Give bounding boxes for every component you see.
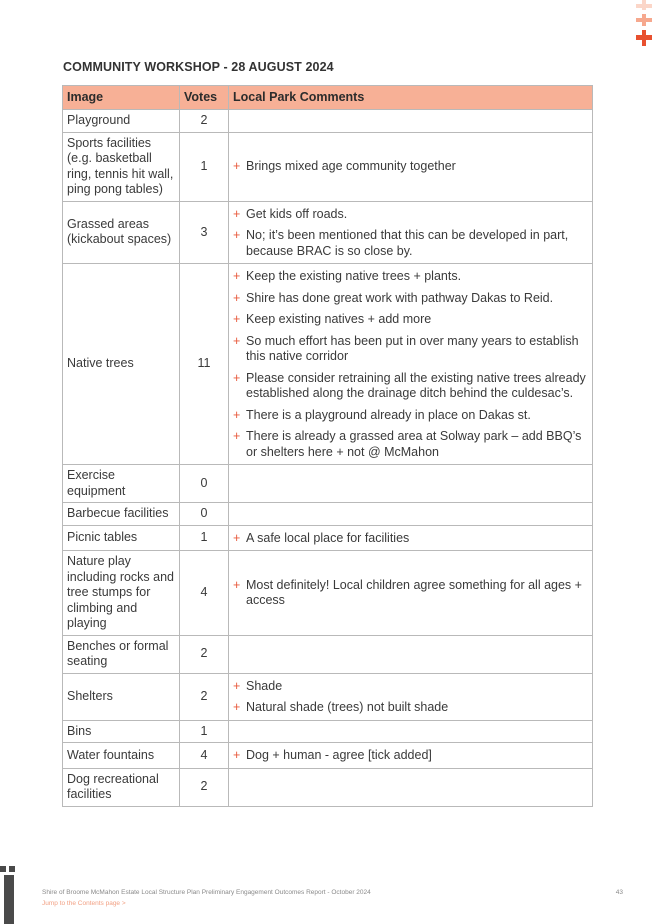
- comment-list: [233, 578, 588, 609]
- cell-image: Benches or formal seating: [63, 635, 180, 673]
- comment-item: + Keep existing natives + add more: [233, 312, 588, 328]
- comment-list: [233, 679, 588, 716]
- comment-list: [233, 531, 588, 547]
- cell-comments: [229, 264, 593, 465]
- cell-votes: 4: [180, 743, 229, 769]
- comment-item: + Shade: [233, 679, 588, 695]
- table-row: [63, 264, 593, 465]
- comment-item: + Dog + human - agree [tick added]: [233, 748, 588, 764]
- cell-image: Water fountains: [63, 743, 180, 769]
- comment-list: [233, 748, 588, 764]
- table-row: [63, 201, 593, 264]
- page-number: 43: [615, 889, 623, 896]
- cell-votes: 3: [180, 201, 229, 264]
- contents-link[interactable]: Jump to the Contents page >: [42, 900, 126, 907]
- cell-comments: [229, 720, 593, 743]
- table-row: [63, 768, 593, 806]
- cell-votes: 1: [180, 720, 229, 743]
- cell-image: Native trees: [63, 264, 180, 465]
- table-row: [63, 743, 593, 769]
- comment-item: + Keep the existing native trees + plants.: [233, 269, 588, 285]
- cell-image: Shelters: [63, 673, 180, 720]
- cell-comments: [229, 110, 593, 133]
- header-votes: Votes: [180, 86, 229, 110]
- cell-comments: [229, 673, 593, 720]
- comment-list: [233, 269, 588, 460]
- cell-image: Bins: [63, 720, 180, 743]
- park-comments-table: [62, 85, 593, 807]
- cell-image: Exercise equipment: [63, 465, 180, 503]
- comment-item: + A safe local place for facilities: [233, 531, 588, 547]
- cell-image: Dog recreational facilities: [63, 768, 180, 806]
- cell-comments: [229, 465, 593, 503]
- table-row: [63, 551, 593, 636]
- cell-image: Nature play including rocks and tree stumps for climbing and playing: [63, 551, 180, 636]
- cell-comments: [229, 743, 593, 769]
- comment-item: + So much effort has been put in over many years to establish this native corridor: [233, 334, 588, 365]
- cell-comments: [229, 635, 593, 673]
- cell-votes: 1: [180, 525, 229, 551]
- cell-comments: [229, 132, 593, 201]
- comment-item: + There is a playground already in place on Dakas st.: [233, 408, 588, 424]
- cell-votes: 0: [180, 465, 229, 503]
- cell-comments: [229, 551, 593, 636]
- footer-report-title: Shire of Broome McMahon Estate Local Structure Plan Preliminary Engagement Outcomes Report - October 2024: [42, 889, 371, 896]
- comment-item: + Natural shade (trees) not built shade: [233, 700, 588, 716]
- comment-item: + Most definitely! Local children agree something for all ages + access: [233, 578, 588, 609]
- cell-votes: 4: [180, 551, 229, 636]
- comment-item: + Brings mixed age community together: [233, 159, 588, 175]
- cell-votes: 1: [180, 132, 229, 201]
- cell-comments: [229, 525, 593, 551]
- cell-comments: [229, 503, 593, 526]
- cell-votes: 2: [180, 110, 229, 133]
- side-logo-icon: [0, 866, 18, 924]
- header-comments: Local Park Comments: [229, 86, 593, 110]
- comment-list: [233, 207, 588, 260]
- table-row: [63, 110, 593, 133]
- header-image: Image: [63, 86, 180, 110]
- comment-item: + There is already a grassed area at Solway park – add BBQ’s or shelters here + not @ McMahon: [233, 429, 588, 460]
- table-row: [63, 673, 593, 720]
- comment-item: + Get kids off roads.: [233, 207, 588, 223]
- cell-votes: 2: [180, 768, 229, 806]
- table-header-row: [63, 86, 593, 110]
- cell-comments: [229, 768, 593, 806]
- comment-item: + Please consider retraining all the existing native trees already established along the drainage ditch behind the culdesac’s.: [233, 371, 588, 402]
- cell-votes: 11: [180, 264, 229, 465]
- table-row: [63, 525, 593, 551]
- cell-image: Barbecue facilities: [63, 503, 180, 526]
- cell-votes: 2: [180, 673, 229, 720]
- table-row: [63, 503, 593, 526]
- comment-item: + No; it’s been mentioned that this can be developed in part, because BRAC is so close by.: [233, 228, 588, 259]
- table-row: [63, 720, 593, 743]
- cell-image: Grassed areas (kickabout spaces): [63, 201, 180, 264]
- cell-votes: 0: [180, 503, 229, 526]
- comment-item: + Shire has done great work with pathway Dakas to Reid.: [233, 291, 588, 307]
- corner-logo-icon: [633, 0, 653, 48]
- cell-comments: [229, 201, 593, 264]
- cell-votes: 2: [180, 635, 229, 673]
- table-row: [63, 635, 593, 673]
- cell-image: Sports facilities (e.g. basketball ring, tennis hit wall, ping pong tables): [63, 132, 180, 201]
- table-row: [63, 132, 593, 201]
- table-row: [63, 465, 593, 503]
- cell-image: Playground: [63, 110, 180, 133]
- cell-image: Picnic tables: [63, 525, 180, 551]
- comment-list: [233, 159, 588, 175]
- page-heading: COMMUNITY WORKSHOP - 28 AUGUST 2024: [63, 60, 334, 74]
